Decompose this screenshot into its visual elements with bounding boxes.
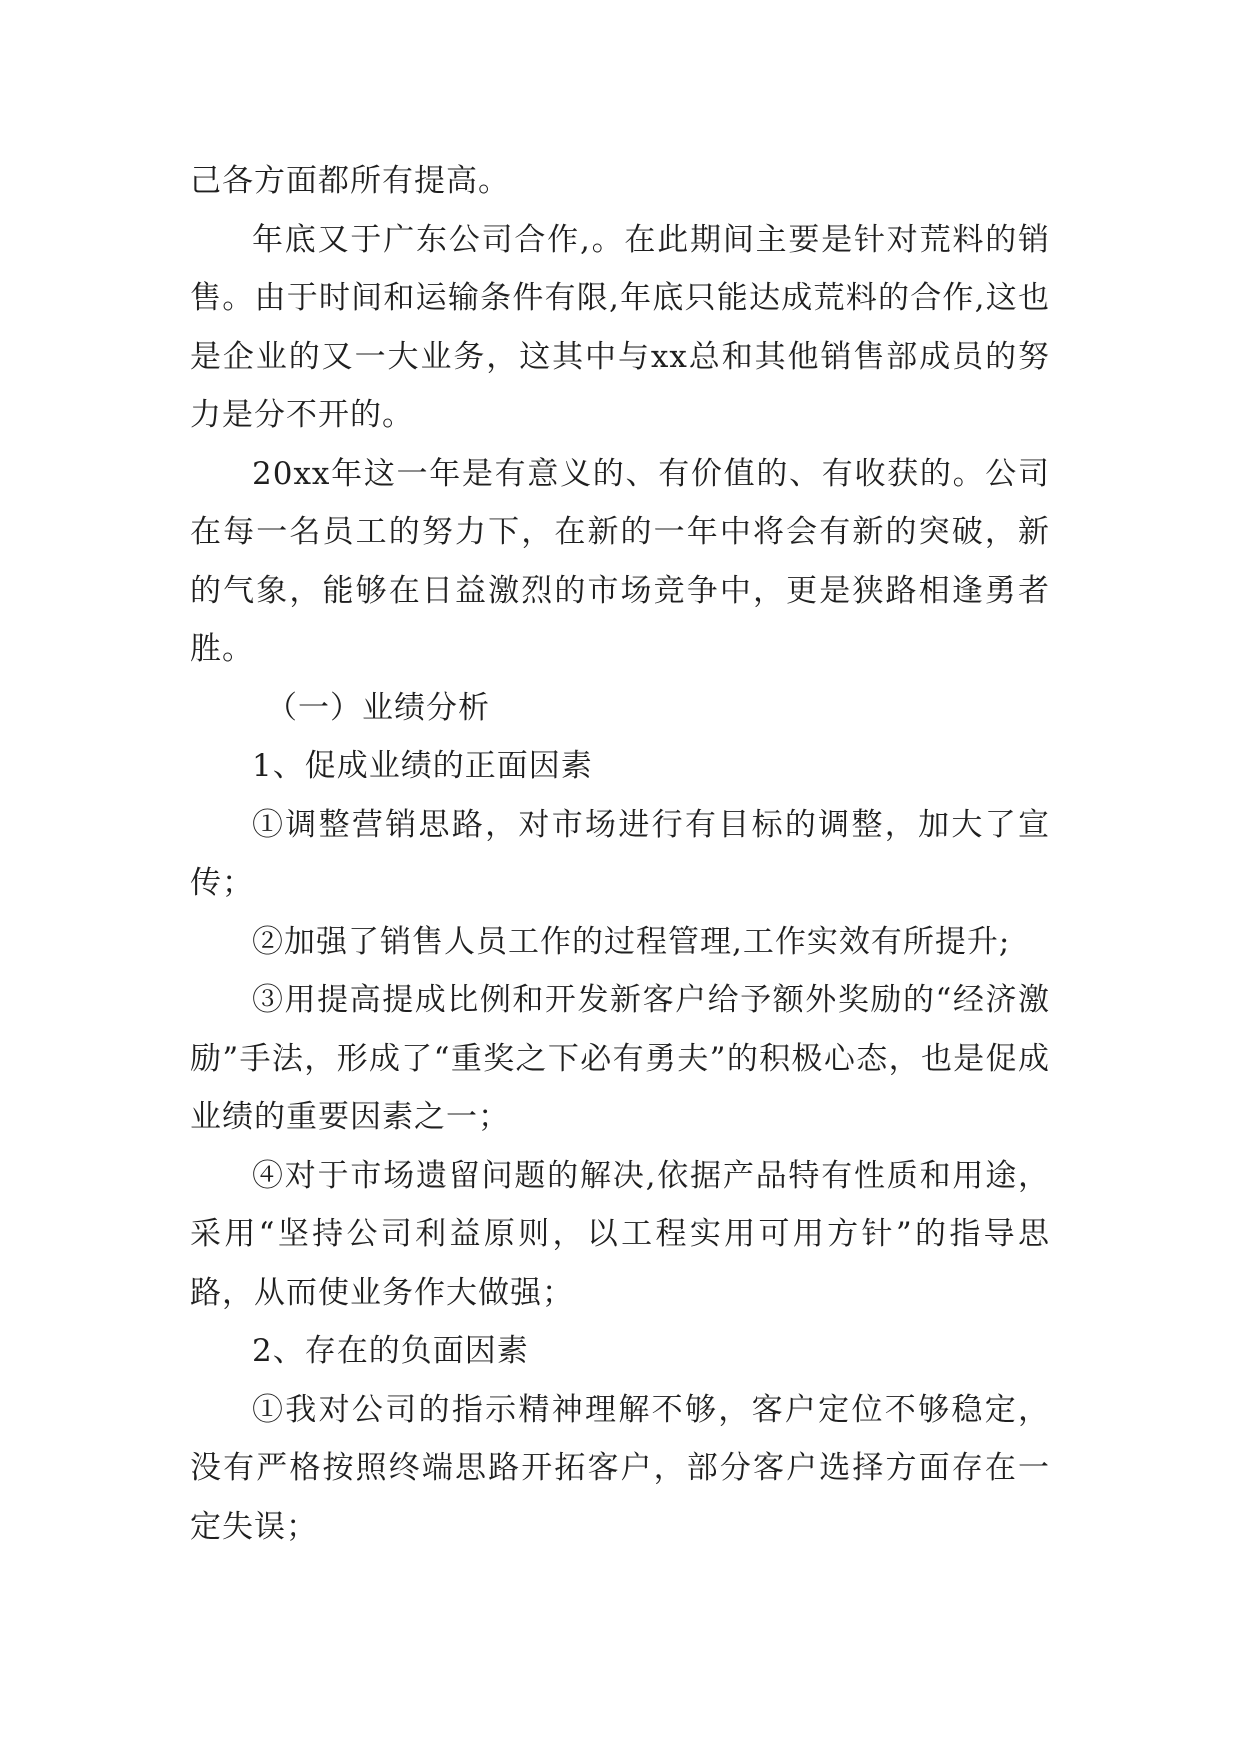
- list-item-negative-1: ①我对公司的指示精神理解不够，客户定位不够稳定，没有严格按照终端思路开拓客户，部分客户选择方面存在一定失误；: [190, 1391, 1050, 1545]
- document-body: [190, 152, 1050, 1556]
- list-item-positive-1: ①调整营销思路，对市场进行有目标的调整，加大了宣传；: [190, 806, 1050, 901]
- paragraph-guangdong-cooperation: 年底又于广东公司合作,。在此期间主要是针对荒料的销售。由于时间和运输条件有限,年底只能达成荒料的合作,这也是企业的又一大业务，这其中与xx总和其他销售部成员的努力是分不开的。: [190, 221, 1050, 433]
- paragraph-continuation: 己各方面都所有提高。: [190, 163, 510, 199]
- subheading-negative-factors: 2、存在的负面因素: [252, 1333, 529, 1369]
- paragraph-year-summary: 20xx年这一年是有意义的、有价值的、有收获的。公司在每一名员工的努力下，在新的一年中将会有新的突破，新的气象，能够在日益激烈的市场竞争中，更是狭路相逢勇者胜。: [190, 455, 1050, 667]
- list-item-positive-4: ④对于市场遗留问题的解决,依据产品特有性质和用途，采用“坚持公司利益原则，以工程实用可用方针”的指导思路，从而使业务作大做强；: [190, 1157, 1050, 1311]
- section-heading-performance-analysis: （一）业绩分析: [266, 689, 490, 726]
- list-item-positive-2: ②加强了销售人员工作的过程管理,工作实效有所提升;: [252, 923, 1011, 960]
- subheading-positive-factors: 1、促成业绩的正面因素: [252, 748, 593, 784]
- list-item-positive-3: ③用提高提成比例和开发新客户给予额外奖励的“经济激励”手法，形成了“重奖之下必有勇夫”的积极心态，也是促成业绩的重要因素之一；: [190, 982, 1050, 1135]
